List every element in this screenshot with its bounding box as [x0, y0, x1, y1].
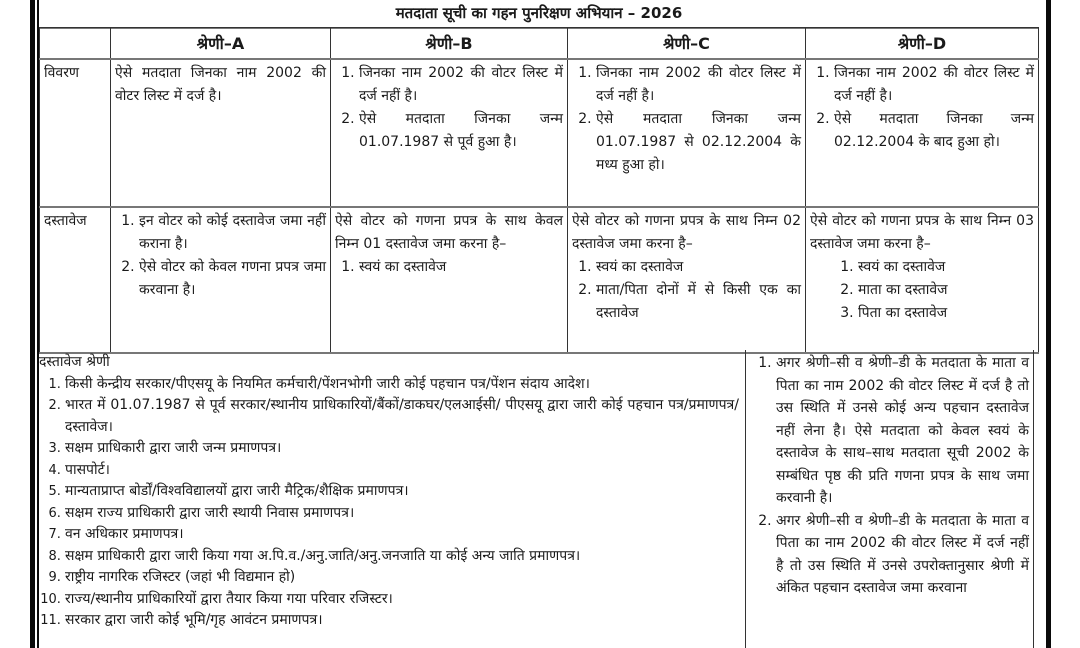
- list-item: 11. सरकार द्वारा जारी कोई भूमि/गृह आवंटन प्रमाणपत्र।: [65, 610, 739, 632]
- description-b: [331, 59, 568, 207]
- header-category-d: श्रेणी–D: [806, 28, 1039, 60]
- document-title: मतदाता सूची का गहन पुनरिक्षण अभियान – 2026: [39, 0, 1039, 29]
- list-item: 7. वन अधिकार प्रमाणपत्र।: [65, 524, 739, 546]
- row-label-description: विवरण: [40, 59, 111, 207]
- table-header-row: [40, 28, 1039, 60]
- list-item: 2. माता/पिता दोनों में से किसी एक का दस्तावेज: [596, 279, 801, 325]
- header-category-a: श्रेणी–A: [111, 28, 331, 60]
- row-label-documents: दस्तावेज: [40, 207, 111, 353]
- list-item: 2. ऐसे वोटर को केवल गणना प्रपत्र जमा करवाना है।: [139, 256, 326, 302]
- documents-a: [111, 207, 331, 353]
- list-item: 1. जिनका नाम 2002 की वोटर लिस्ट में दर्ज नहीं है।: [834, 62, 1034, 108]
- lower-section: [39, 350, 1038, 648]
- table-row-documents: [40, 207, 1039, 353]
- documents-b: [331, 207, 568, 353]
- header-category-c: श्रेणी–C: [568, 28, 806, 60]
- list-item: 3. पिता का दस्तावेज: [858, 302, 1034, 325]
- notes-panel: [745, 350, 1034, 648]
- list-item: 3. सक्षम प्राधिकारी द्वारा जारी जन्म प्रमाणपत्र।: [65, 438, 739, 460]
- documents-c: [568, 207, 806, 353]
- documents-d: [806, 207, 1039, 353]
- list-item: 6. सक्षम राज्य प्राधिकारी द्वारा जारी स्थायी निवास प्रमाणपत्र।: [65, 503, 739, 525]
- description-d: [806, 59, 1039, 207]
- header-blank: [40, 28, 111, 60]
- documents-c-intro: ऐसे वोटर को गणना प्रपत्र के साथ निम्न 02 दस्तावेज जमा करना है–: [572, 213, 801, 252]
- list-item: 1. किसी केन्द्रीय सरकार/पीएसयू के नियमित कर्मचारी/पेंशनभोगी जारी कोई पहचान पत्र/पेंशन संदाय आदेश।: [65, 374, 739, 396]
- list-item: 2. ऐसे मतदाता जिनका जन्म 01.07.1987 से 02.12.2004 के मध्य हुआ हो।: [596, 108, 801, 177]
- list-item: 1. स्वयं का दस्तावेज: [596, 256, 801, 279]
- list-item: 2. माता का दस्तावेज: [858, 279, 1034, 302]
- list-item: 1. जिनका नाम 2002 की वोटर लिस्ट में दर्ज नहीं है।: [359, 62, 563, 108]
- list-item: 9. राष्ट्रीय नागरिक रजिस्टर (जहां भी विद्यमान हो): [65, 567, 739, 589]
- header-category-b: श्रेणी–B: [331, 28, 568, 60]
- category-table: [39, 27, 1038, 354]
- list-item: 5. मान्यताप्राप्त बोर्डों/विश्वविद्यालयों द्वारा जारी मैट्रिक/शैक्षिक प्रमाणपत्र।: [65, 481, 739, 503]
- document-categories-heading: दस्तावेज श्रेणी: [39, 354, 110, 370]
- list-item: 4. पासपोर्ट।: [65, 460, 739, 482]
- list-item: 2. ऐसे मतदाता जिनका जन्म 01.07.1987 से पूर्व हुआ है।: [359, 108, 563, 154]
- note-item: 2. अगर श्रेणी–सी व श्रेणी–डी के मतदाता के माता व पिता का नाम 2002 की वोटर लिस्ट में दर्ज नहीं है तो उस स्थिति में उनसे उपरोक्तानुसार श्रेणी में अंकित पहचान दस्तावेज जमा करवाना: [776, 510, 1029, 600]
- list-item: 1. स्वयं का दस्तावेज: [359, 256, 563, 279]
- right-border-bar: [1046, 0, 1051, 648]
- description-c: [568, 59, 806, 207]
- list-item: 8. सक्षम प्राधिकारी द्वारा जारी किया गया अ.पि.व./अनु.जाति/अनु.जनजाति या कोई अन्य जाति प्रमाणपत्र।: [65, 546, 739, 568]
- list-item: 1. स्वयं का दस्तावेज: [858, 256, 1034, 279]
- list-item: 1. इन वोटर को कोई दस्तावेज जमा नहीं कराना है।: [139, 210, 326, 256]
- list-item: 2. भारत में 01.07.1987 से पूर्व सरकार/स्थानीय प्राधिकारियों/बैंकों/डाकघर/एलआईसी/ पीएसयू द्वारा जारी कोई पहचान पत्र/प्रमाणपत्र/दस्तावेज।: [65, 395, 739, 438]
- description-a: ऐसे मतदाता जिनका नाम 2002 की वोटर लिस्ट में दर्ज है।: [111, 59, 331, 207]
- table-row-description: [40, 59, 1039, 207]
- list-item: 2. ऐसे मतदाता जिनका जन्म 02.12.2004 के बाद हुआ हो।: [834, 108, 1034, 154]
- left-border-bar: [30, 0, 35, 648]
- list-item: 1. जिनका नाम 2002 की वोटर लिस्ट में दर्ज नहीं है।: [596, 62, 801, 108]
- documents-b-intro: ऐसे वोटर को गणना प्रपत्र के साथ केवल निम्न 01 दस्तावेज जमा करना है–: [335, 213, 563, 252]
- list-item: 10. राज्य/स्थानीय प्राधिकारियों द्वारा तैयार किया गया परिवार रजिस्टर।: [65, 589, 739, 611]
- note-item: 1. अगर श्रेणी–सी व श्रेणी–डी के मतदाता के माता व पिता का नाम 2002 की वोटर लिस्ट में दर्ज है तो उस स्थिति में उनसे कोई अन्य पहचान दस्तावेज नहीं लेना है। ऐसे मतदाता को केवल स्वयं के दस्तावेज के साथ–साथ मतदाता सूची 2002 के सम्बंधित पृष्ठ की प्रति गणना प्रपत्र के साथ जमा करवानी है।: [776, 352, 1029, 510]
- documents-d-intro: ऐसे वोटर को गणना प्रपत्र के साथ निम्न 03 दस्तावेज जमा करना है–: [810, 213, 1034, 252]
- document-categories-panel: [39, 350, 743, 632]
